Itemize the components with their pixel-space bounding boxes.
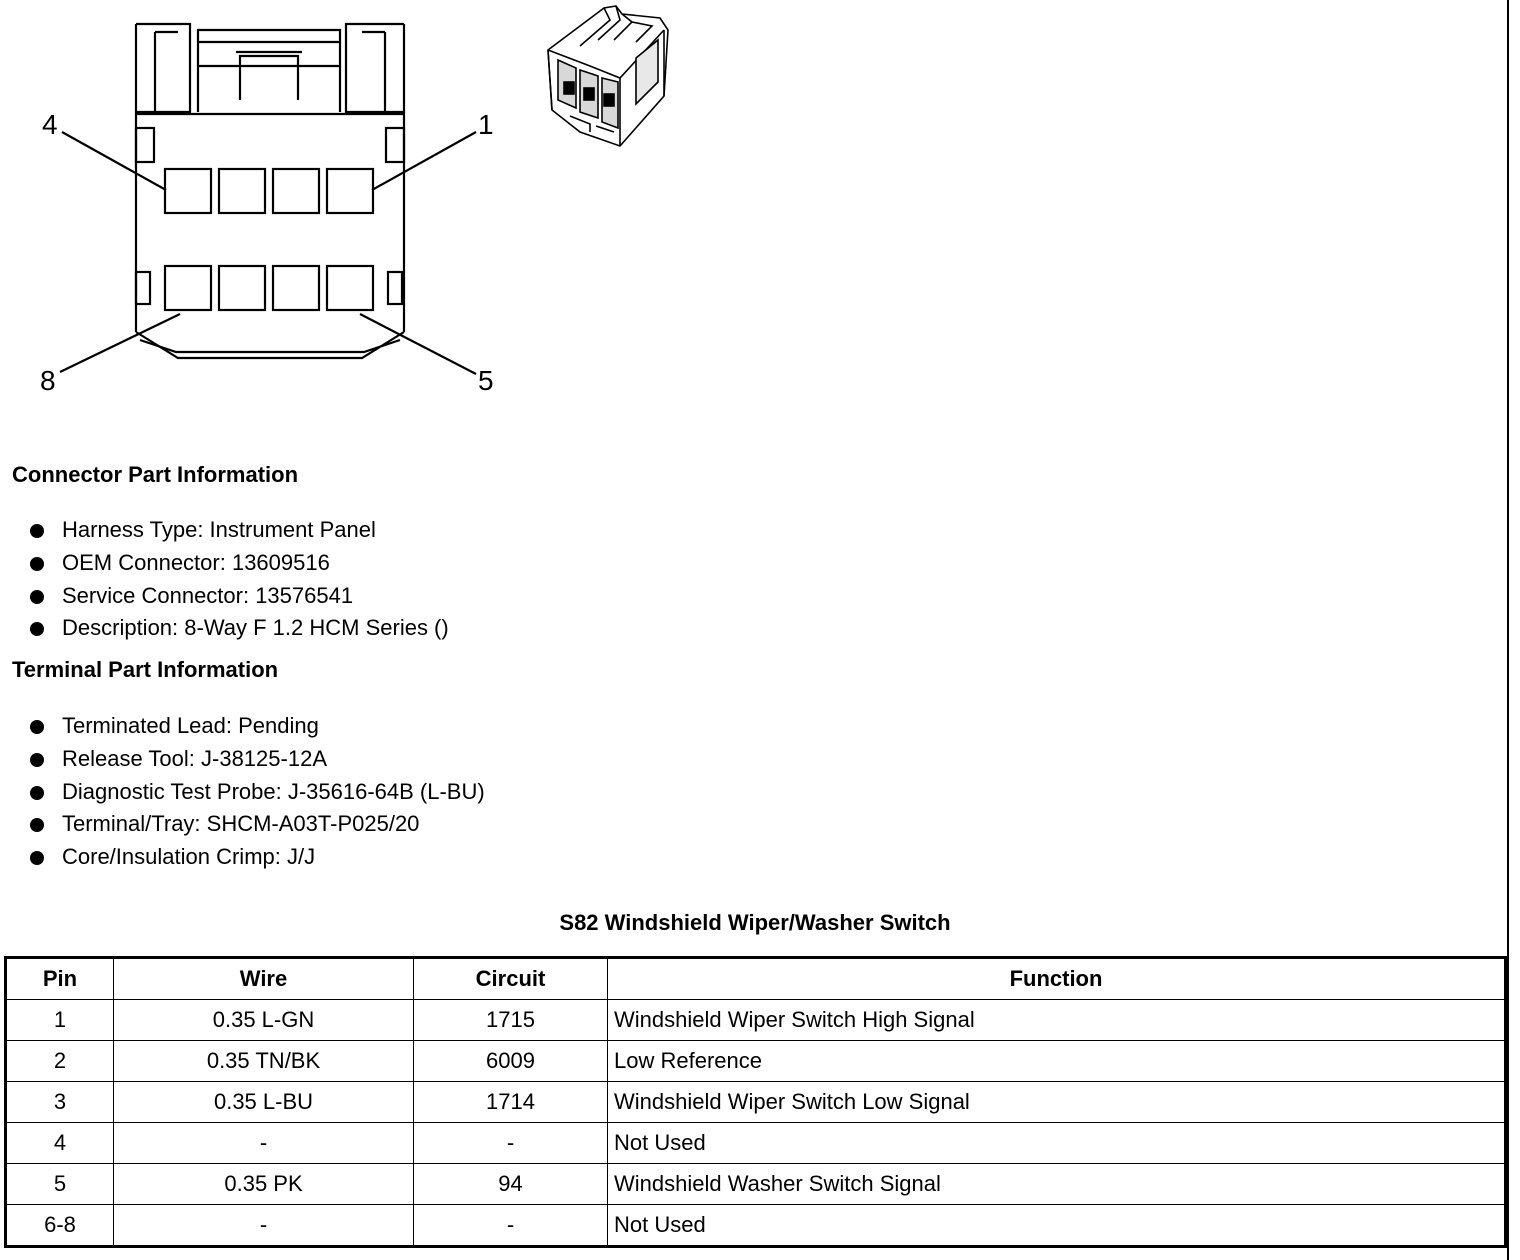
table-title: S82 Windshield Wiper/Washer Switch — [559, 910, 951, 935]
cell-function: Low Reference — [608, 1041, 1506, 1082]
list-item — [0, 514, 449, 547]
bullet-icon — [30, 753, 44, 767]
cavity-pin-5 — [327, 266, 373, 310]
info-text: Release Tool: J-38125-12A — [62, 745, 327, 771]
cell-circuit: 1714 — [414, 1082, 608, 1123]
cell-pin: 6-8 — [6, 1205, 114, 1247]
cell-function: Not Used — [608, 1205, 1506, 1247]
bullet-icon — [30, 622, 44, 636]
connector-right-top-wall — [346, 24, 404, 112]
connector-info-list — [0, 514, 449, 645]
connector-notch-left-lower — [136, 272, 150, 304]
info-text: Description: 8-Way F 1.2 HCM Series () — [62, 615, 449, 641]
pin-label-1: 1 — [478, 109, 494, 140]
table-row — [6, 1041, 1506, 1082]
terminal-info-title: Terminal Part Information — [12, 657, 279, 682]
cavity-pin-4 — [165, 169, 211, 213]
list-item — [0, 841, 485, 874]
cavity-pin-3 — [219, 169, 265, 213]
cell-function: Windshield Wiper Switch High Signal — [608, 1000, 1506, 1041]
leader-line-pin-5 — [360, 314, 476, 374]
cell-wire: - — [114, 1205, 414, 1247]
table-row — [6, 1082, 1506, 1123]
connector-3d-illustration — [540, 0, 680, 160]
list-item — [0, 612, 449, 645]
list-item — [0, 743, 485, 776]
list-item — [0, 710, 485, 743]
pin-label-5: 5 — [478, 365, 494, 396]
cell-circuit: 6009 — [414, 1041, 608, 1082]
connector-latch — [240, 56, 298, 100]
column-header-wire: Wire — [114, 958, 414, 1000]
connector-info-title: Connector Part Information — [12, 462, 299, 487]
cavity-pin-2 — [273, 169, 319, 213]
bullet-icon — [30, 786, 44, 800]
connector-bottom-chamfer — [136, 332, 404, 358]
column-header-circuit: Circuit — [414, 958, 608, 1000]
cell-pin: 1 — [6, 1000, 114, 1041]
cavity-pin-6 — [273, 266, 319, 310]
connector-face-diagram — [0, 0, 520, 420]
info-text: OEM Connector: 13609516 — [62, 549, 330, 575]
info-text: Harness Type: Instrument Panel — [62, 517, 376, 542]
table-row — [6, 1123, 1506, 1164]
cell-wire: 0.35 L-BU — [114, 1082, 414, 1123]
info-text: Terminal/Tray: SHCM-A03T-P025/20 — [62, 811, 420, 837]
cavity-pin-8 — [165, 266, 211, 310]
cell-pin: 4 — [6, 1123, 114, 1164]
bullet-icon — [30, 590, 44, 604]
cell-wire: 0.35 TN/BK — [114, 1041, 414, 1082]
cell-circuit: - — [414, 1123, 608, 1164]
table-row — [6, 1164, 1506, 1205]
page-border-rule — [1507, 0, 1509, 1260]
list-item — [0, 580, 449, 613]
cell-wire: - — [114, 1123, 414, 1164]
connector-left-top-wall — [136, 24, 190, 112]
cavity-pin-7 — [219, 266, 265, 310]
leader-line-pin-8 — [60, 314, 180, 372]
bullet-icon — [30, 818, 44, 832]
connector-notch-right-lower — [388, 272, 402, 304]
cell-function: Windshield Washer Switch Signal — [608, 1164, 1506, 1205]
info-text: Core/Insulation Crimp: J/J — [62, 844, 316, 870]
column-header-pin: Pin — [6, 958, 114, 1000]
bullet-icon — [30, 851, 44, 865]
list-item — [0, 776, 485, 809]
cell-circuit: 1715 — [414, 1000, 608, 1041]
cell-function: Windshield Wiper Switch Low Signal — [608, 1082, 1506, 1123]
info-text: Service Connector: 13576541 — [62, 582, 354, 608]
table-row — [6, 1205, 1506, 1247]
cell-circuit: 94 — [414, 1164, 608, 1205]
cell-pin: 2 — [6, 1041, 114, 1082]
cell-wire: 0.35 L-GN — [114, 1000, 414, 1041]
column-header-function: Function — [608, 958, 1506, 1000]
cell-pin: 3 — [6, 1082, 114, 1123]
connector-notch-right-upper — [386, 128, 404, 162]
pin-label-8: 8 — [40, 365, 56, 396]
bullet-icon — [30, 524, 44, 538]
bullet-icon — [30, 557, 44, 571]
connector-notch-left-upper — [136, 128, 154, 162]
list-item — [0, 808, 485, 841]
cell-wire: 0.35 PK — [114, 1164, 414, 1205]
bullet-icon — [30, 720, 44, 734]
list-item — [0, 547, 449, 580]
cell-circuit: - — [414, 1205, 608, 1247]
info-text: Terminated Lead: Pending — [62, 713, 319, 738]
table-row — [6, 1000, 1506, 1041]
terminal-info-list — [0, 710, 485, 874]
pin-label-4: 4 — [42, 109, 58, 140]
cell-function: Not Used — [608, 1123, 1506, 1164]
info-text: Diagnostic Test Probe: J-35616-64B (L-BU) — [62, 778, 485, 804]
pin-table — [4, 956, 1507, 1248]
cavity-pin-1 — [327, 169, 373, 213]
cell-pin: 5 — [6, 1164, 114, 1205]
table-header-row — [6, 958, 1506, 1000]
